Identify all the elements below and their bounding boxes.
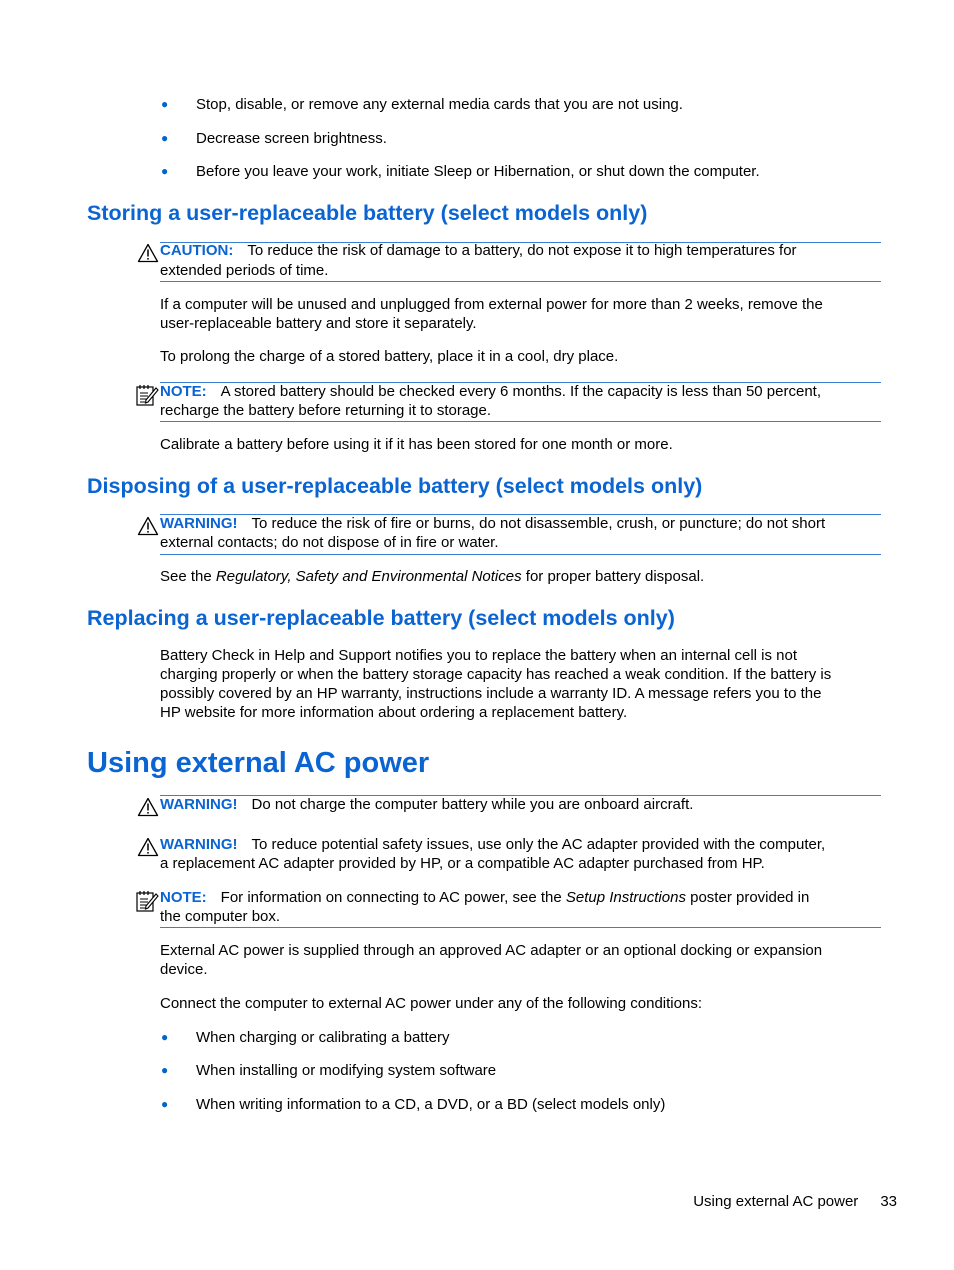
section-heading-disposing: Disposing of a user-replaceable battery (select models only) [87, 474, 703, 498]
list-item: Stop, disable, or remove any external media cards that you are not using. [196, 96, 683, 113]
caution-bottom-rule [160, 281, 881, 282]
paragraph-line: device. [160, 961, 208, 978]
paragraph: Calibrate a battery before using it if it has been stored for one month or more. [160, 436, 673, 453]
warning-line: external contacts; do not dispose of in fire or water. [160, 534, 499, 551]
note-pad-icon [135, 889, 159, 913]
caution-label: CAUTION: [160, 242, 234, 259]
bullet-icon: ● [161, 1063, 169, 1077]
section-heading-storing: Storing a user-replaceable battery (select models only) [87, 201, 648, 225]
paragraph-line: If a computer will be unused and unplugged from external power for more than 2 weeks, remove the [160, 296, 823, 313]
note-text [160, 382, 821, 401]
text-run: See the [160, 568, 216, 585]
paragraph-line: Battery Check in Help and Support notifies you to replace the battery when an internal cell is not [160, 647, 798, 664]
note-label: NOTE: [160, 383, 207, 400]
bullet-icon: ● [161, 1097, 169, 1111]
bullet-icon: ● [161, 164, 169, 178]
note-label: NOTE: [160, 889, 207, 906]
page-title: Using external AC power [87, 747, 430, 779]
bullet-icon: ● [161, 131, 169, 145]
bullet-icon: ● [161, 1030, 169, 1044]
paragraph: To prolong the charge of a stored battery, place it in a cool, dry place. [160, 348, 619, 365]
paragraph [160, 567, 704, 586]
note-bottom-rule [160, 927, 881, 928]
text-run: For information on connecting to AC power, see the [220, 889, 566, 906]
warning-line: a replacement AC adapter provided by HP, or a compatible AC adapter purchased from HP. [160, 855, 765, 872]
warning-text [160, 835, 825, 854]
list-item: Decrease screen brightness. [196, 130, 387, 147]
list-item: When installing or modifying system software [196, 1062, 497, 1079]
warning-line: To reduce the risk of fire or burns, do not disassemble, crush, or puncture; do not short [251, 515, 826, 532]
bullet-icon: ● [161, 97, 169, 111]
document-title: Regulatory, Safety and Environmental Notices [215, 568, 522, 585]
section-heading-replacing: Replacing a user-replaceable battery (select models only) [87, 606, 675, 630]
warning-line: To reduce potential safety issues, use only the AC adapter provided with the computer, [251, 836, 826, 853]
paragraph-line: possibly covered by an HP warranty, instructions include a warranty ID. A message refers you to the [160, 685, 822, 702]
page-number: 33 [880, 1193, 897, 1210]
warning-triangle-icon [137, 837, 159, 857]
paragraph-line: user-replaceable battery and store it separately. [160, 315, 477, 332]
caution-line: extended periods of time. [160, 262, 329, 279]
warning-triangle-icon [137, 243, 159, 263]
caution-text [160, 241, 797, 260]
warning-text [160, 514, 825, 533]
warning-label: WARNING! [160, 515, 238, 532]
paragraph-line: External AC power is supplied through an approved AC adapter or an optional docking or expansion [160, 942, 823, 959]
note-pad-icon [135, 383, 159, 407]
paragraph-line: charging properly or when the battery storage capacity has reached a weak condition. If the battery is [160, 666, 832, 683]
warning-label: WARNING! [160, 796, 238, 813]
note-line: the computer box. [160, 908, 281, 925]
list-item: Before you leave your work, initiate Sleep or Hibernation, or shut down the computer. [196, 163, 760, 180]
note-line: recharge the battery before returning it to storage. [160, 402, 492, 419]
text-run: poster provided in [685, 889, 810, 906]
text-run: for proper battery disposal. [521, 568, 705, 585]
warning-line: Do not charge the computer battery while you are onboard aircraft. [251, 796, 694, 813]
note-bottom-rule [160, 421, 881, 422]
warning-label: WARNING! [160, 836, 238, 853]
footer-title: Using external AC power [693, 1193, 859, 1210]
warning-bottom-rule [160, 554, 881, 555]
caution-line: To reduce the risk of damage to a battery, do not expose it to high temperatures for [247, 242, 797, 259]
warning-text [160, 795, 693, 814]
list-item: When writing information to a CD, a DVD, or a BD (select models only) [196, 1096, 666, 1113]
warning-triangle-icon [137, 797, 159, 817]
list-item: When charging or calibrating a battery [196, 1029, 450, 1046]
page-footer [693, 1192, 897, 1211]
document-title: Setup Instructions [565, 889, 686, 906]
note-line: A stored battery should be checked every 6 months. If the capacity is less than 50 percent, [220, 383, 822, 400]
warning-triangle-icon [137, 516, 159, 536]
paragraph-line: HP website for more information about ordering a replacement battery. [160, 704, 628, 721]
paragraph: Connect the computer to external AC power under any of the following conditions: [160, 995, 702, 1012]
note-text [160, 888, 809, 907]
